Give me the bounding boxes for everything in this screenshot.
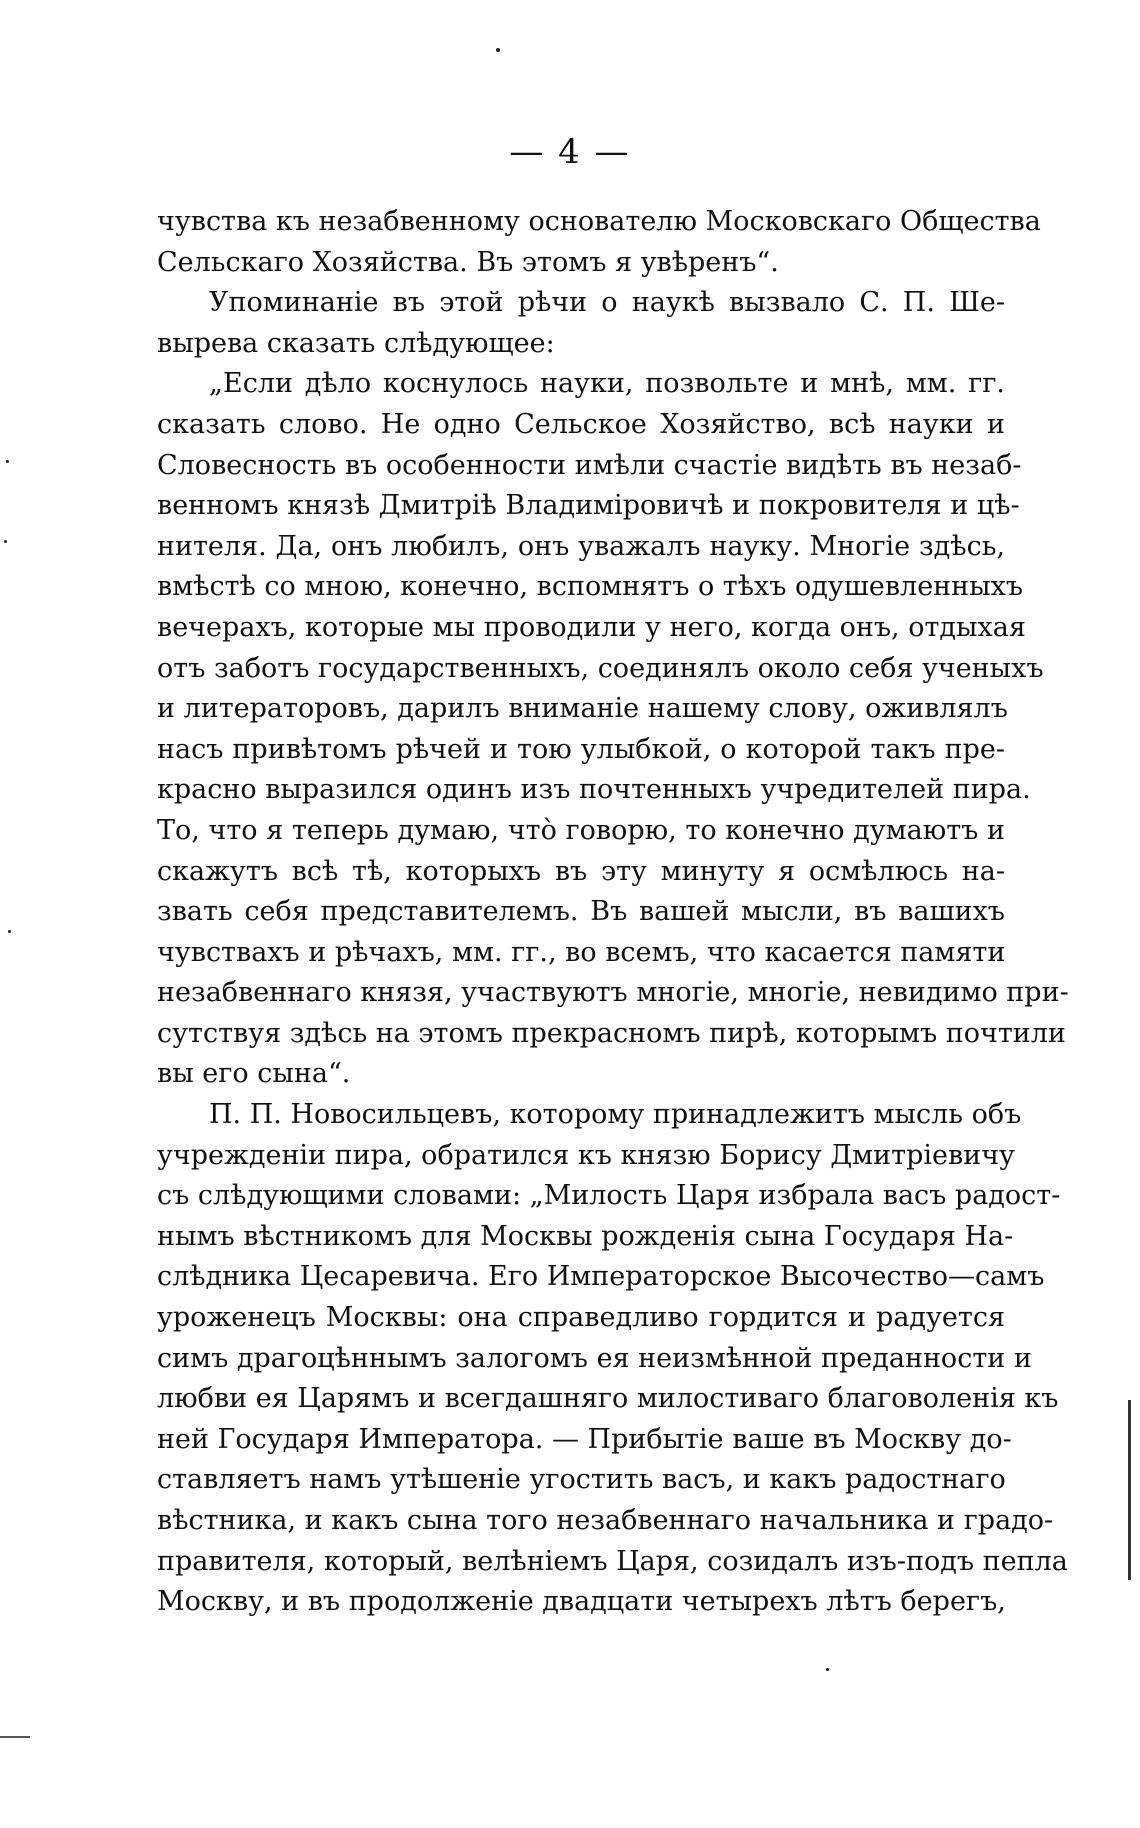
scan-speck [6,460,9,463]
text-line: вы его сына“. [157,1058,351,1090]
text-line: П. П. Новосильцевъ, которому принадлежитъ мысль объ [209,1099,1022,1131]
text-line: правителя, который, велѣніемъ Царя, созидалъ изъ-подъ пепла [157,1545,1068,1577]
paragraph-1 [157,202,1041,283]
scan-speck [4,540,7,543]
text-line: вырева сказать слѣдующее: [157,327,555,359]
text-line: нымъ вѣстникомъ для Москвы рожденія сына Государя На- [157,1220,1014,1252]
page-number: — 4 — [509,132,631,172]
text-line: То, что я теперь думаю, что̀ говорю, то конечно думаютъ и [157,814,1005,846]
scan-speck [826,1668,829,1671]
text-line: сутствуя здѣсь на этомъ прекрасномъ пирѣ, которымъ почтили [157,1017,1066,1049]
text-line: отъ заботъ государственныхъ, соединялъ около себя ученыхъ [157,652,1044,684]
text-line: учрежденіи пира, обратился къ князю Борису Дмитріевичу [157,1139,1015,1171]
text-line: вечерахъ, которые мы проводили у него, когда онъ, отдыхая [157,611,1026,643]
text-line: сказать слово. Не одно Сельское Хозяйство, всѣ науки и [157,408,1005,440]
paragraph-4 [157,1095,1068,1623]
text-line: слѣдника Цесаревича. Его Императорское Высочество—самъ [157,1261,1045,1293]
text-line: Сельскаго Хозяйства. Въ этомъ я увѣренъ“. [157,246,779,278]
text-line: насъ привѣтомъ рѣчей и тою улыбкой, о которой такъ пре- [157,733,1005,765]
text-line: Упоминаніе въ этой рѣчи о наукѣ вызвало С. П. Ше- [209,287,1005,319]
text-line: красно выразился одинъ изъ почтенныхъ учредителей пира. [157,774,1031,806]
paragraph-3 [157,364,1069,1095]
scan-speck [496,48,500,52]
scan-mark [0,1736,30,1738]
text-line: съ слѣдующими словами: „Милость Царя избрала васъ радост- [157,1180,1061,1212]
text-line: скажутъ всѣ тѣ, которыхъ въ эту минуту я осмѣлюсь на- [157,855,1005,887]
text-line: „Если дѣло коснулось науки, позвольте и мнѣ, мм. гг. [209,368,1005,400]
text-line: и литераторовъ, дарилъ вниманіе нашему слову, оживлялъ [157,693,1008,725]
scan-speck [8,930,11,933]
text-line: любви ея Царямъ и всегдашняго милостиваго благоволенія къ [157,1383,1059,1415]
text-line: венномъ князѣ Дмитріѣ Владиміровичѣ и покровителя и цѣ- [157,490,1020,522]
text-line: ней Государя Императора. — Прибытіе ваше въ Москву до- [157,1423,1012,1455]
text-line: вмѣстѣ со мною, конечно, вспомнятъ о тѣхъ одушевленныхъ [157,571,1024,603]
page-edge-rule [1128,1400,1131,1580]
paragraph-2 [157,283,1005,364]
text-line: незабвеннаго князя, участвуютъ многіе, многіе, невидимо при- [157,977,1069,1009]
text-line: Словесность въ особенности имѣли счастіе видѣть въ незаб- [157,449,1022,481]
text-line: симъ драгоцѣннымъ залогомъ ея неизмѣнной преданности и [157,1342,1032,1374]
text-line: Москву, и въ продолженіе двадцати четырехъ лѣтъ берегъ, [157,1586,1006,1618]
text-line: чувствахъ и рѣчахъ, мм. гг., во всемъ, что касается памяти [157,936,1006,968]
text-line: уроженецъ Москвы: она справедливо гордится и радуется [157,1302,1005,1334]
text-line: нителя. Да, онъ любилъ, онъ уважалъ науку. Многіе здѣсь, [157,530,1005,562]
text-line: чувства къ незабвенному основателю Московскаго Общества [157,206,1041,237]
text-line: ставляетъ намъ утѣшеніе угостить васъ, и какъ радостнаго [157,1464,1006,1496]
text-line: вѣстника, и какъ сына того незабвеннаго начальника и градо- [157,1505,1054,1536]
body-text [157,202,1069,1623]
text-line: звать себя представителемъ. Въ вашей мысли, въ вашихъ [157,896,1005,928]
